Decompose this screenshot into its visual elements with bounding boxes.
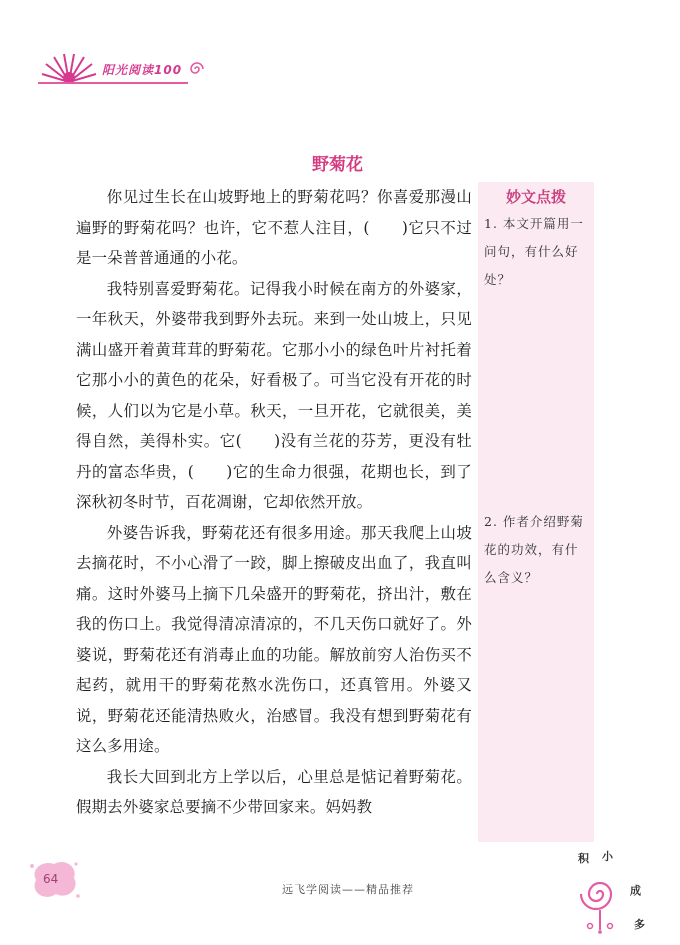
series-footer: 远飞学阅读——精品推荐 [282,883,414,896]
series-logo [38,52,208,88]
question-1: 1. 本文开篇用一问句，有什么好处？ [484,216,584,287]
tips-sidebar [478,182,594,842]
swirl-icon [188,60,206,78]
spiral-flower-icon [570,864,630,934]
paragraph-2: 我特别喜爱野菊花。记得我小时候在南方的外婆家，一年秋天，外婆带我到野外去玩。来到一处山坡上，只见满山盛开着黄茸茸的野菊花。它那小小的绿色叶片衬托着它那小小的黄色的花朵，好看极了。可当它没有开花的时候，人们以为它是小草。秋天，一旦开花，它就很美，美得自然，美得朴实。它( )没有兰花的芬芳，更没有牡丹的富态华贵，( )它的生命力很强，花期也长，到了深秋初冬时节，百花凋谢，它却依然开放。 [76,279,472,511]
paragraph-3: 外婆告诉我，野菊花还有很多用途。那天我爬上山坡去摘花时，不小心滑了一跤，脚上擦破皮出血了，我直叫痛。这时外婆马上摘下几朵盛开的野菊花，挤出汁，敷在我的伤口上。我觉得清凉清凉的，不几天伤口就好了。外婆说，野菊花还有消毒止血的功能。解放前穷人治伤买不起药，就用干的野菊花熬水洗伤口，还真管用。外婆又说，野菊花还能清热败火，治感冒。我没有想到野菊花有这么多用途。 [76,523,472,755]
paragraph-4: 我长大回到北方上学以后，心里总是惦记着野菊花。假期去外婆家总要摘不少带回家来。妈妈教 [76,767,472,816]
paragraph-1: 你见过生长在山坡野地上的野菊花吗？你喜爱那漫山遍野的野菊花吗？也许，它不惹人注目，( )它只不过是一朵普普通通的小花。 [76,188,472,267]
page-number: 64 [43,872,59,886]
corner-emblem [568,846,668,936]
corner-char-4: 多 [634,918,645,931]
corner-char-2: 小 [602,850,613,863]
fan-icon [38,52,100,82]
sidebar-title: 妙文点拨 [505,188,566,206]
article-body [76,182,472,823]
logo-underline [38,82,188,84]
article-title: 野菊花 [312,155,363,175]
corner-char-1: 积 [578,852,589,865]
question-2: 2. 作者介绍野菊花的功效，有什么含义？ [484,514,584,585]
brand-name: 阳光阅读100 [102,63,183,77]
corner-char-3: 成 [630,884,641,897]
